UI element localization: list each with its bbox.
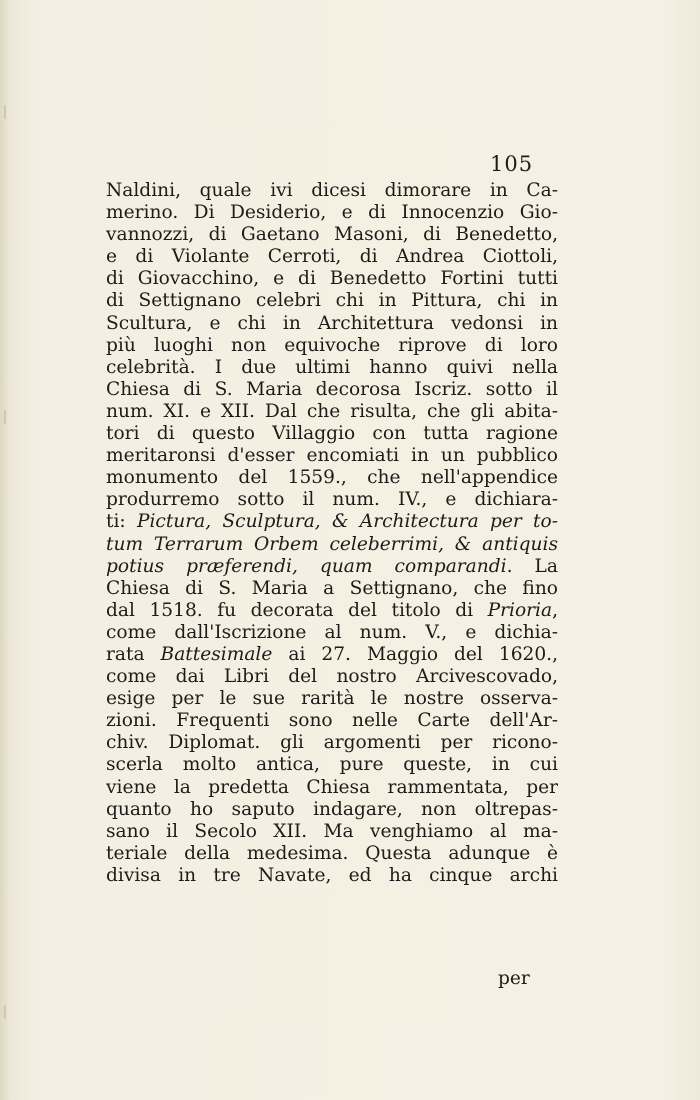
text-line: celebrità. I due ultimi hanno quivi nella — [106, 356, 558, 378]
text-line: rata Battesimale ai 27. Maggio del 1620., — [106, 643, 558, 665]
text-line: Chiesa di S. Maria decorosa Iscriz. sotto il — [106, 378, 558, 400]
binding-stitch-mark — [4, 105, 6, 119]
page-binding-shadow — [0, 0, 10, 1100]
text-line: Scultura, e chi in Architettura vedonsi in — [106, 312, 558, 334]
text-line: meritaronsi d'esser encomiati in un pubblico — [106, 445, 558, 467]
text-line: merino. Di Desiderio, e di Innocenzio Gio- — [106, 202, 558, 224]
text-line: esige per le sue rarità le nostre osserva- — [106, 688, 558, 710]
italic-quote: potius præferendi, quam comparandi — [106, 555, 507, 577]
text-line: come dai Libri del nostro Arcivescovado, — [106, 666, 558, 688]
text-line: divisa in tre Navate, ed ha cinque archi — [106, 864, 558, 886]
text-line: Chiesa di S. Maria a Settignano, che fino — [106, 577, 558, 599]
text-line: chiv. Diplomat. gli argomenti per ricono- — [106, 732, 558, 754]
italic-term: Prioria — [487, 599, 553, 621]
text-line: monumento del 1559., che nell'appendice — [106, 467, 558, 489]
text-line: viene la predetta Chiesa rammentata, per — [106, 776, 558, 798]
text-line: di Settignano celebri chi in Pittura, chi in — [106, 290, 558, 312]
italic-quote: Pictura, Sculptura, & Architectura per to- — [136, 511, 558, 533]
text-line: vannozzi, di Gaetano Masoni, di Benedetto, — [106, 224, 558, 246]
text-line: e di Violante Cerroti, di Andrea Ciottoli, — [106, 246, 558, 268]
italic-term: Battesimale — [160, 643, 273, 665]
text-line: produrremo sotto il num. IV., e dichiara- — [106, 489, 558, 511]
text-line: num. XI. e XII. Dal che risulta, che gli abita- — [106, 400, 558, 422]
binding-stitch-mark — [4, 410, 6, 424]
text-line: come dall'Iscrizione al num. V., e dichia- — [106, 621, 558, 643]
text-line: ti: Pictura, Sculptura, & Architectura per to- — [106, 511, 558, 533]
text-line — [106, 534, 558, 556]
page-number: 105 — [490, 152, 534, 176]
text-line: più luoghi non equivoche riprove di loro — [106, 334, 558, 356]
text-line: zioni. Frequenti sono nelle Carte dell'Ar- — [106, 710, 558, 732]
body-text — [106, 180, 558, 887]
binding-stitch-mark — [4, 1005, 6, 1019]
text-line: scerla molto antica, pure queste, in cui — [106, 754, 558, 776]
catchword: per — [498, 968, 530, 989]
text-line: potius præferendi, quam comparandi. La — [106, 555, 558, 577]
text-line: Naldini, quale ivi dicesi dimorare in Ca- — [106, 180, 558, 201]
text-line: di Giovacchino, e di Benedetto Fortini tutti — [106, 268, 558, 290]
text-line: quanto ho saputo indagare, non oltrepas- — [106, 798, 558, 820]
italic-quote: tum Terrarum Orbem celeberrimi, & antiquis — [106, 533, 558, 555]
text-line: tori di questo Villaggio con tutta ragione — [106, 423, 558, 445]
text-line: sano il Secolo XII. Ma venghiamo al ma- — [106, 820, 558, 842]
text-line: dal 1518. fu decorata del titolo di Prioria, — [106, 599, 558, 621]
text-line: teriale della medesima. Questa adunque è — [106, 842, 558, 864]
